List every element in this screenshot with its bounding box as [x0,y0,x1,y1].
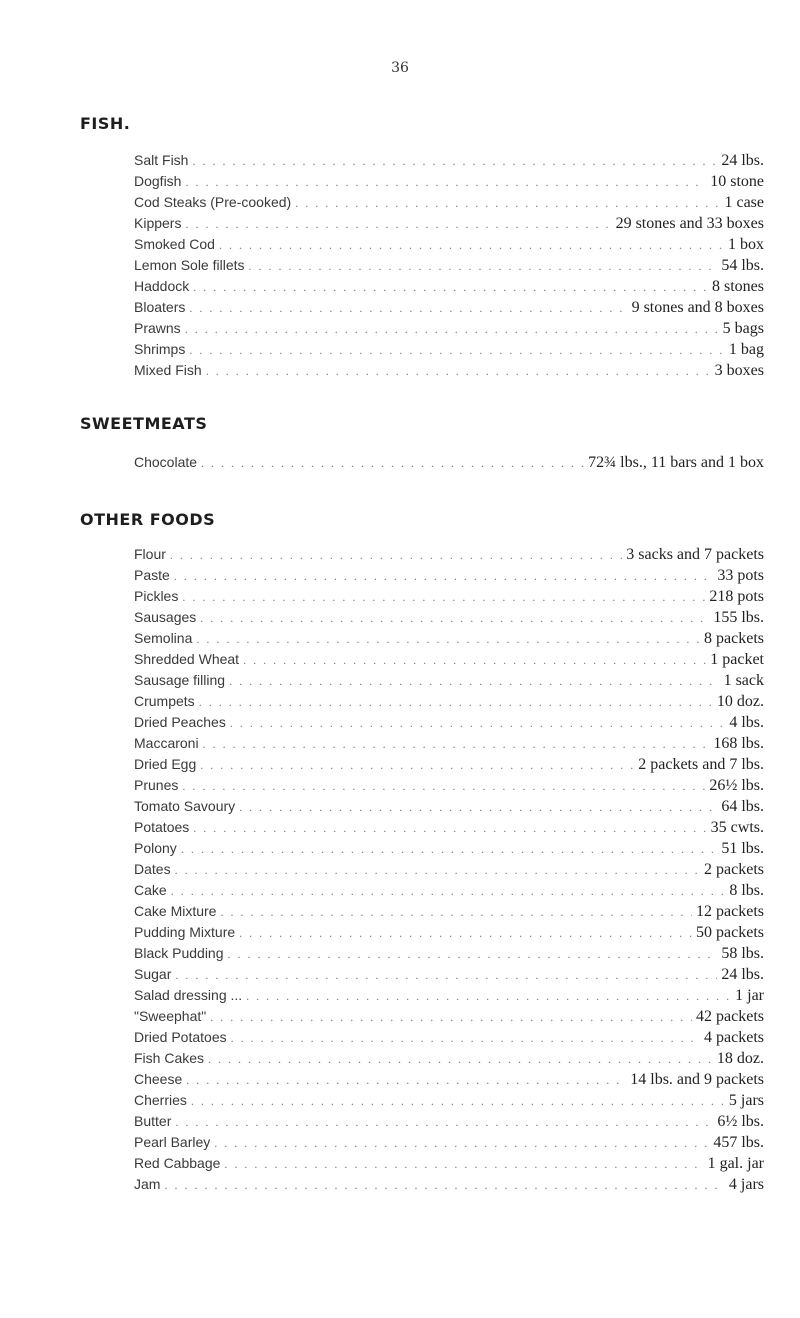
item-name: Dogfish [134,173,182,189]
list-item [134,691,764,712]
item-name: Butter [134,1113,172,1129]
item-name: Pudding Mixture [134,924,236,940]
list-item [134,775,764,796]
dot-leader [214,1133,709,1153]
dot-leader [210,1007,692,1027]
list-item [134,276,764,297]
dot-leader [164,1175,724,1195]
item-name: Salad dressing ... [134,987,243,1003]
item-quantity: 5 bags [722,320,764,337]
list-item [134,1027,764,1048]
sweetmeats-list [134,452,764,473]
list-item [134,1132,764,1153]
dot-leader [196,629,700,649]
dot-leader [185,172,706,192]
dot-leader [295,193,720,213]
item-name: Shredded Wheat [134,651,240,667]
dot-leader [193,818,706,838]
dot-leader [185,214,611,234]
item-name: Shrimps [134,341,186,357]
item-quantity: 168 lbs. [713,735,764,752]
list-item [134,318,764,339]
item-quantity: 6½ lbs. [717,1113,764,1130]
dot-leader [182,587,705,607]
item-quantity: 1 jar [735,987,764,1004]
item-name: Cherries [134,1092,187,1108]
item-name: Cake Mixture [134,903,217,919]
item-quantity: 24 lbs. [721,152,764,169]
item-quantity: 3 sacks and 7 packets [626,546,764,563]
list-item [134,901,764,922]
page-number: 36 [391,60,409,76]
item-name: Maccaroni [134,735,199,751]
list-item [134,234,764,255]
list-item [134,733,764,754]
dot-leader [189,340,725,360]
item-name: Prawns [134,320,181,336]
item-quantity: 1 case [724,194,764,211]
dot-leader [199,692,713,712]
item-name: Black Pudding [134,945,224,961]
list-item [134,544,764,565]
dot-leader [186,1070,626,1090]
dot-leader [171,881,726,901]
list-item [134,628,764,649]
list-item [134,1006,764,1027]
item-name: Sugar [134,966,172,982]
list-item [134,255,764,276]
item-quantity: 8 lbs. [729,882,764,899]
item-name: Smoked Cod [134,236,215,252]
dot-leader [208,1049,713,1069]
list-item [134,586,764,607]
item-quantity: 8 stones [712,278,764,295]
item-name: Kippers [134,215,182,231]
item-quantity: 1 sack [723,672,764,689]
dot-leader [185,319,719,339]
dot-leader [189,298,627,318]
dot-leader [175,860,700,880]
section-heading-sweetmeats: SWEETMEATS [80,414,208,433]
item-quantity: 10 stone [710,173,764,190]
item-quantity: 218 pots [709,588,764,605]
list-item [134,796,764,817]
list-item [134,1153,764,1174]
item-quantity: 33 pots [717,567,764,584]
item-name: Cheese [134,1071,183,1087]
dot-leader [170,545,622,565]
item-name: Bloaters [134,299,186,315]
item-name: Pickles [134,588,179,604]
list-item [134,754,764,775]
item-quantity: 29 stones and 33 boxes [615,215,764,232]
dot-leader [174,566,714,586]
dot-leader [219,235,724,255]
list-item [134,817,764,838]
item-quantity: 9 stones and 8 boxes [631,299,764,316]
item-quantity: 10 doz. [716,693,764,710]
item-name: Pearl Barley [134,1134,211,1150]
dot-leader [239,923,692,943]
item-name: Chocolate [134,454,198,470]
list-item [134,712,764,733]
list-item [134,670,764,691]
list-item [134,1090,764,1111]
dot-leader [201,453,584,473]
dot-leader [175,965,717,985]
item-name: "Sweephat" [134,1008,207,1024]
dot-leader [231,1028,700,1048]
item-quantity: 1 gal. jar [707,1155,764,1172]
item-quantity: 2 packets and 7 lbs. [638,756,764,773]
item-quantity: 1 box [728,236,764,253]
dot-leader [229,671,720,691]
section-heading-fish: FISH. [80,114,131,133]
dot-leader [175,1112,713,1132]
item-name: Prunes [134,777,179,793]
item-quantity: 5 jars [728,1092,764,1109]
item-name: Dried Potatoes [134,1029,227,1045]
item-name: Fish Cakes [134,1050,205,1066]
item-quantity: 8 packets [704,630,764,647]
dot-leader [200,755,634,775]
list-item [134,985,764,1006]
item-name: Dried Peaches [134,714,226,730]
dot-leader [206,361,711,381]
item-quantity: 64 lbs. [721,798,764,815]
item-name: Lemon Sole fillets [134,257,245,273]
list-item [134,880,764,901]
item-quantity: 14 lbs. and 9 packets [630,1071,764,1088]
item-name: Jam [134,1176,161,1192]
list-item [134,922,764,943]
item-name: Polony [134,840,177,856]
item-name: Crumpets [134,693,195,709]
item-name: Sausages [134,609,197,625]
dot-leader [192,151,717,171]
list-item [134,171,764,192]
dot-leader [203,734,710,754]
item-quantity: 1 packet [710,651,764,668]
item-quantity: 457 lbs. [713,1134,764,1151]
item-quantity: 4 lbs. [729,714,764,731]
item-quantity: 54 lbs. [721,257,764,274]
item-name: Salt Fish [134,152,189,168]
list-item [134,943,764,964]
item-quantity: 35 cwts. [710,819,764,836]
item-name: Flour [134,546,166,562]
item-quantity: 58 lbs. [721,945,764,962]
item-quantity: 24 lbs. [721,966,764,983]
item-name: Haddock [134,278,190,294]
item-quantity: 12 packets [696,903,764,920]
item-name: Cod Steaks (Pre-cooked) [134,194,292,210]
list-item [134,150,764,171]
list-item [134,452,764,473]
dot-leader [193,277,708,297]
list-item [134,964,764,985]
item-name: Potatoes [134,819,190,835]
fish-list [134,150,764,381]
dot-leader [249,256,718,276]
dot-leader [228,944,718,964]
list-item [134,360,764,381]
list-item [134,1069,764,1090]
list-item [134,213,764,234]
list-item [134,1111,764,1132]
item-quantity: 18 doz. [716,1050,764,1067]
list-item [134,607,764,628]
item-name: Dates [134,861,171,877]
item-quantity: 72¾ lbs., 11 bars and 1 box [588,454,764,471]
item-name: Tomato Savoury [134,798,236,814]
dot-leader [220,902,692,922]
item-name: Paste [134,567,170,583]
item-quantity: 26½ lbs. [709,777,764,794]
item-quantity: 1 bag [728,341,764,358]
section-heading-other-foods: OTHER FOODS [80,510,216,529]
item-name: Dried Egg [134,756,197,772]
list-item [134,297,764,318]
item-name: Cake [134,882,167,898]
item-name: Red Cabbage [134,1155,221,1171]
dot-leader [200,608,709,628]
item-quantity: 4 jars [728,1176,764,1193]
item-name: Mixed Fish [134,362,202,378]
dot-leader [239,797,717,817]
item-quantity: 155 lbs. [713,609,764,626]
list-item [134,838,764,859]
item-name: Semolina [134,630,193,646]
dot-leader [243,650,706,670]
item-name: Sausage filling [134,672,226,688]
item-quantity: 50 packets [696,924,764,941]
dot-leader [181,839,718,859]
list-item [134,1048,764,1069]
dot-leader [230,713,726,733]
dot-leader [182,776,705,796]
item-quantity: 2 packets [704,861,764,878]
item-quantity: 51 lbs. [721,840,764,857]
list-item [134,339,764,360]
other-foods-list [134,544,764,1195]
dot-leader [224,1154,703,1174]
dot-leader [246,986,731,1006]
dot-leader [191,1091,725,1111]
list-item [134,192,764,213]
list-item [134,859,764,880]
list-item [134,649,764,670]
item-quantity: 4 packets [704,1029,764,1046]
list-item [134,565,764,586]
list-item [134,1174,764,1195]
item-quantity: 3 boxes [714,362,764,379]
item-quantity: 42 packets [696,1008,764,1025]
